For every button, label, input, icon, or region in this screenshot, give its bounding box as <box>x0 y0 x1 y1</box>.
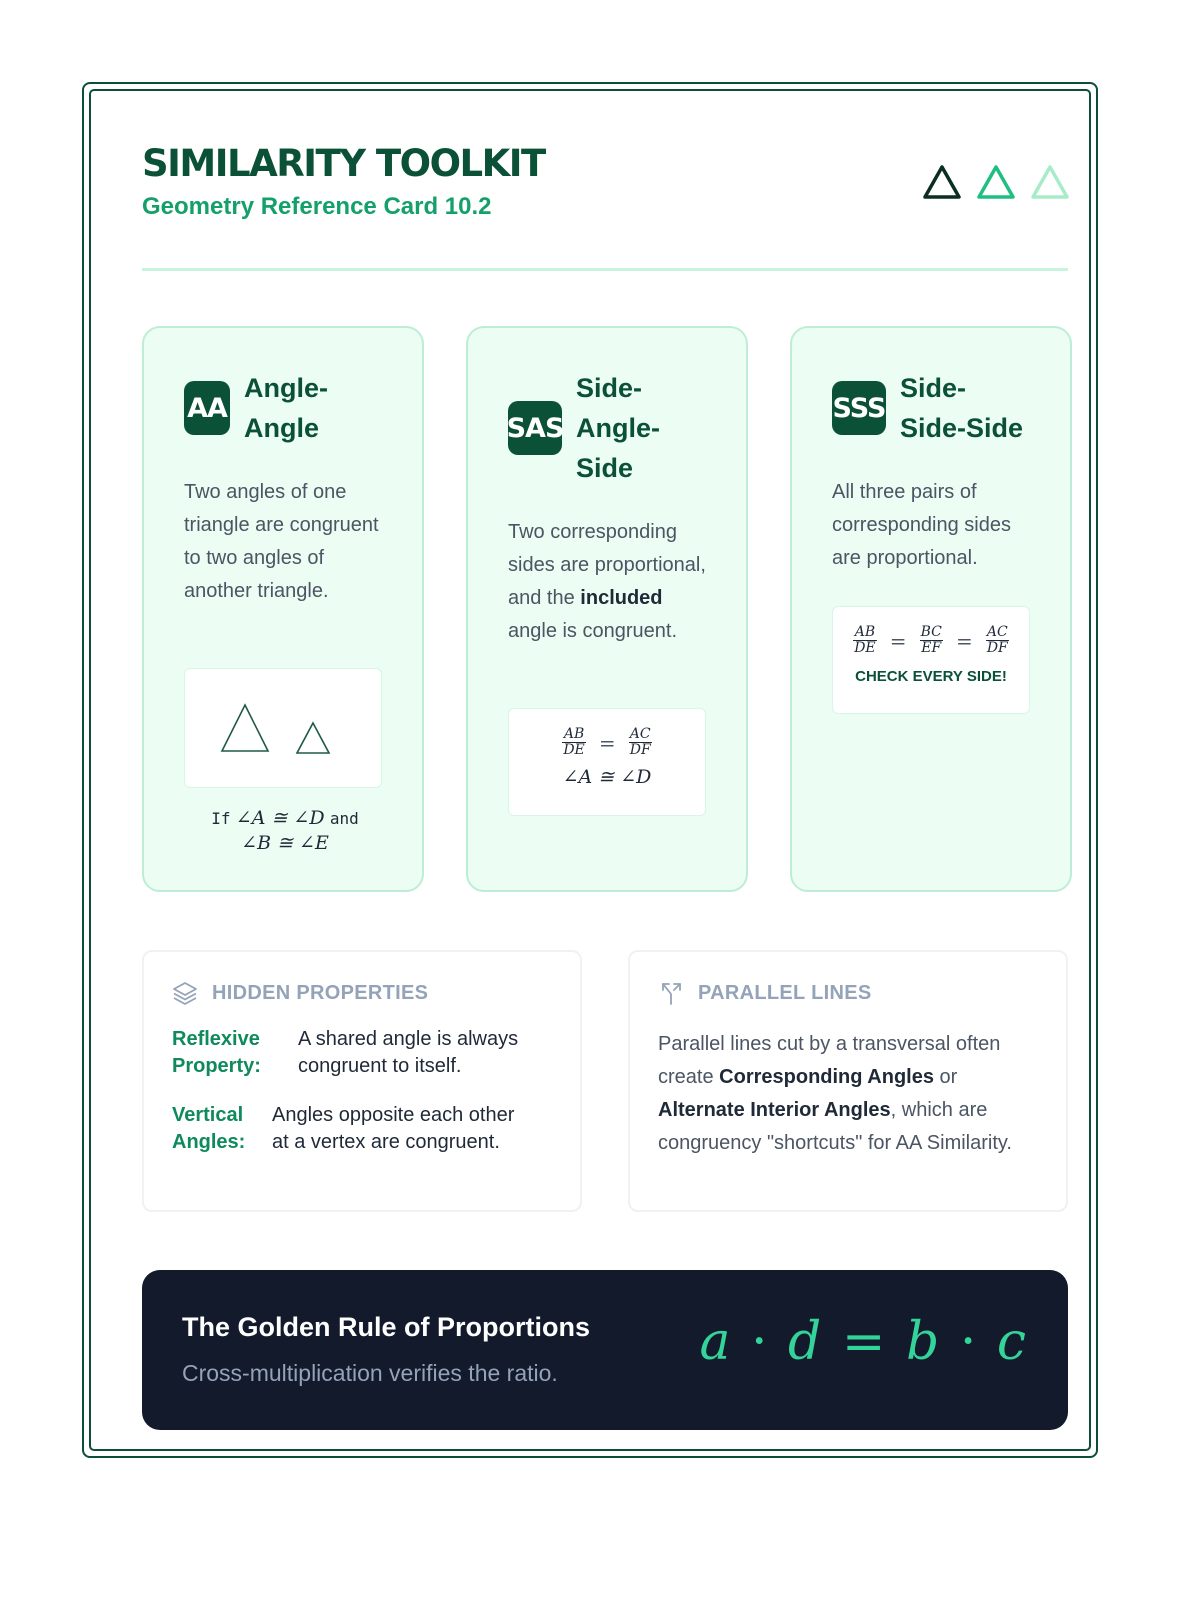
sss-formula-box <box>832 606 1030 714</box>
property-text <box>298 1026 518 1080</box>
property-label-line: Angles: <box>172 1131 246 1153</box>
page-title: SIMILARITY TOOLKIT <box>142 142 545 185</box>
split-arrows-icon <box>658 980 684 1006</box>
equals-sign: = <box>889 628 907 653</box>
property-text-line: Angles opposite each other <box>272 1104 515 1126</box>
property-label-line: Property: <box>172 1055 261 1077</box>
parallel-lines-panel <box>628 950 1068 1212</box>
fraction-denominator: DF <box>629 742 651 758</box>
formula-prefix: If <box>211 809 231 828</box>
card-title-line: Side <box>576 453 634 483</box>
card-title <box>576 368 660 488</box>
header <box>142 142 545 222</box>
page-subtitle: Geometry Reference Card 10.2 <box>142 193 492 220</box>
fraction-numerator: BC <box>920 624 942 640</box>
triangle-icons <box>922 164 1070 200</box>
property-text <box>272 1102 514 1156</box>
aa-condition-line <box>144 806 426 831</box>
equals-sign: = <box>955 628 973 653</box>
angle-congruence-be: ∠B ≅ ∠E <box>241 832 329 854</box>
formula-var: d <box>788 1312 824 1372</box>
sas-formula-box <box>508 708 706 816</box>
property-label <box>172 1026 298 1080</box>
formula-var: c <box>996 1312 1028 1372</box>
description-text: angle is congruent. <box>508 620 678 642</box>
fraction-denominator: EF <box>921 640 942 656</box>
card-title <box>900 368 1023 448</box>
aa-condition <box>144 806 426 856</box>
card-title-line: Angle- <box>244 373 328 403</box>
bold-term: Alternate Interior Angles <box>658 1099 891 1121</box>
fraction-numerator: AB <box>563 726 585 742</box>
card-description: All three pairs of corresponding sides are proportional. <box>832 481 1011 569</box>
text-segment: or <box>933 1066 958 1088</box>
large-triangle <box>222 705 268 751</box>
property-label-line: Vertical <box>172 1104 244 1126</box>
check-note: CHECK EVERY SIDE! <box>855 668 1007 685</box>
layers-icon <box>172 980 198 1006</box>
angle-congruence-ad: ∠A ≅ ∠D <box>235 807 325 829</box>
formula-var: a <box>699 1312 733 1372</box>
property-text-line: at a vertex are congruent. <box>272 1131 500 1153</box>
triangle-dark-icon <box>922 164 962 200</box>
text-segment: , which are congruency "shortcuts" for AA Similarity. <box>658 1099 1012 1154</box>
description-bold: included <box>580 587 663 609</box>
banner-title: The Golden Rule of Proportions <box>182 1312 590 1342</box>
ratio-ac-df <box>629 727 652 758</box>
triangle-light-icon <box>1030 164 1070 200</box>
panel-title: PARALLEL LINES <box>698 981 872 1004</box>
banner-subtitle: Cross-multiplication verifies the ratio. <box>182 1360 558 1386</box>
fraction-denominator: DE <box>563 742 585 758</box>
fraction-numerator: AC <box>986 624 1008 640</box>
property-text-line: congruent to itself. <box>298 1055 462 1077</box>
card-angle-angle <box>142 326 424 892</box>
panel-header <box>172 980 428 1006</box>
card-header <box>832 368 1023 448</box>
sss-ratio-equation <box>833 625 1029 656</box>
ratio-ac-df <box>986 625 1009 656</box>
card-title-line: Side- <box>576 373 643 403</box>
hidden-properties-panel <box>142 950 582 1212</box>
property-reflexive <box>172 1026 518 1080</box>
fraction-numerator: AB <box>854 624 876 640</box>
formula-dot: · <box>959 1312 979 1372</box>
badge-sss: SSS <box>832 381 886 435</box>
badge-sas: SAS <box>508 401 562 455</box>
property-vertical-angles <box>172 1102 514 1156</box>
golden-rule-banner <box>142 1270 1068 1430</box>
card-title-line: Side-Side <box>900 413 1024 443</box>
panel-title: HIDDEN PROPERTIES <box>212 981 429 1004</box>
ratio-ab-de <box>562 727 585 758</box>
fraction-denominator: DF <box>986 640 1008 656</box>
card-header <box>184 368 328 448</box>
panel-header <box>658 980 871 1006</box>
header-divider <box>142 268 1068 271</box>
triangle-diagram <box>184 668 382 788</box>
formula-var: b <box>905 1312 942 1372</box>
card-title <box>244 368 328 448</box>
ratio-bc-ef <box>920 625 943 656</box>
formula-join: and <box>329 809 359 828</box>
sas-ratio-equation <box>509 727 705 758</box>
card-side-angle-side <box>466 326 748 892</box>
card-title-line: Angle <box>244 413 320 443</box>
cross-multiplication-formula <box>699 1312 1028 1372</box>
fraction-numerator: AC <box>629 726 651 742</box>
equals-sign: = <box>598 730 616 755</box>
parallel-lines-text <box>658 1028 1038 1160</box>
angle-congruence: ∠A ≅ ∠D <box>562 766 652 788</box>
ratio-ab-de <box>853 625 876 656</box>
card-header <box>508 368 660 488</box>
card-title-line: Angle- <box>576 413 660 443</box>
formula-dot: · <box>750 1312 770 1372</box>
similar-triangles-diagram <box>185 669 381 787</box>
description-text: Two corresponding sides are proportional, and the <box>508 521 706 609</box>
property-label-line: Reflexive <box>172 1028 260 1050</box>
small-triangle <box>297 723 329 753</box>
property-text-line: A shared angle is always <box>298 1028 519 1050</box>
card-side-side-side <box>790 326 1072 892</box>
triangle-medium-icon <box>976 164 1016 200</box>
card-description: Two angles of one triangle are congruent to two angles of another triangle. <box>184 481 379 602</box>
bold-term: Corresponding Angles <box>719 1066 934 1088</box>
text-segment: Parallel lines cut by a transversal often create <box>658 1033 1001 1088</box>
fraction-denominator: DE <box>854 640 876 656</box>
card-description <box>508 516 708 648</box>
badge-aa: AA <box>184 381 230 435</box>
card-title-line: Side- <box>900 373 967 403</box>
property-label <box>172 1102 272 1156</box>
formula-equals: = <box>841 1312 888 1372</box>
